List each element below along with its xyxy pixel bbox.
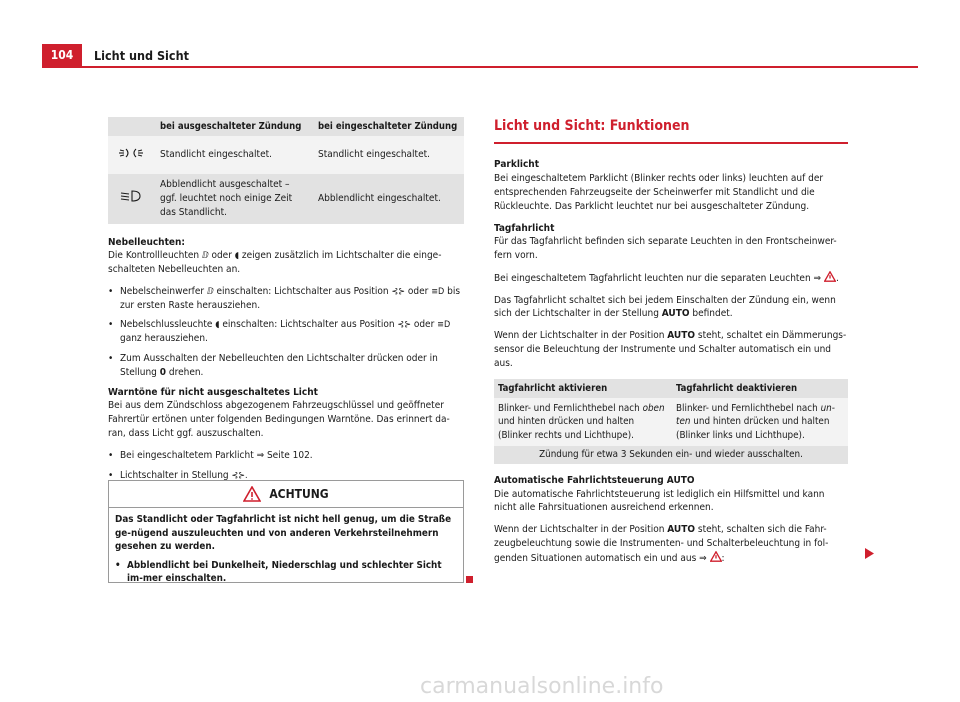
text: Lichtschalter in Stellung (120, 469, 229, 481)
header-divider (42, 66, 918, 68)
warning-box (108, 480, 464, 583)
low-beam-icon: ≡D (431, 286, 445, 297)
parking-light-paragraph: Bei eingeschaltetem Parklicht (Blinker rechts oder links) leuchten auf der entsprechenden Fahrzeugseite der Scheinwerfer mit Standlicht und die Rückleuchte. Das Parklicht leuchtet nur bei ausgeschalteter Zündung. (494, 173, 824, 212)
table-header-row (494, 379, 848, 398)
auto-symbol: AUTO (667, 524, 696, 536)
warning-body (109, 508, 463, 597)
table-cell (494, 398, 672, 447)
low-beam-icon: ≡D (437, 320, 451, 331)
switch-position-zero: 0 (159, 366, 167, 378)
list-item-text (120, 285, 464, 313)
warning-triangle-icon (824, 271, 836, 282)
parking-light-icon: ⊰⊱ (397, 320, 411, 331)
table-header-activate: Tagfahrlicht aktivieren (494, 379, 672, 398)
left-column (108, 117, 464, 488)
auto-light-paragraph: Die automatische Fahrlichtsteuerung ist lediglich ein Hilfsmittel und kann nicht alle Fahrsituationen ausreichend erkennen. (494, 488, 825, 514)
warning-triangle-icon (710, 551, 722, 562)
list-item (115, 559, 457, 586)
list-item (108, 318, 464, 346)
table-header-icon (108, 117, 154, 136)
section-divider (494, 142, 848, 144)
light-status-table (108, 117, 464, 224)
text: Automatische Fahrlichtsteuerung (494, 474, 664, 486)
text: oder (211, 250, 232, 262)
text: Wenn der Lichtschalter in der Position (494, 330, 665, 342)
list-item (108, 285, 464, 313)
text: oder (413, 319, 435, 331)
table-cell: Standlicht eingeschaltet. (312, 136, 464, 174)
parking-light-icon (108, 136, 154, 174)
text: Das Tagfahrlicht schaltet sich bei jedem Einschalten der Zündung ein, wenn sich der Lichtschalter in der Stellung (494, 294, 836, 320)
rear-fog-light-icon: ◖ (234, 251, 240, 262)
section-title: Licht und Sicht: Funktionen (494, 118, 690, 134)
text: einschalten: Lichtschalter aus Position (216, 285, 389, 297)
auto-symbol: AUTO (667, 330, 696, 342)
daytime-light-table (494, 379, 848, 464)
list-item-text (120, 352, 464, 380)
text: oder (407, 285, 429, 297)
auto-light-heading (494, 474, 848, 488)
text: Zum Ausschalten der Nebelleuchten den Lichtschalter drücken oder in Stellung (120, 353, 438, 378)
text: Blinker- und Fernlichthebel nach (676, 402, 818, 414)
list-item (108, 352, 464, 380)
text: Nebelscheinwerfer (120, 285, 205, 297)
section-end-marker (466, 576, 473, 583)
table-cell: Abblendlicht eingeschaltet. (312, 174, 464, 223)
text-emphasis: un-ten (676, 402, 835, 428)
list-item-text (120, 318, 464, 346)
table-header-row (108, 117, 464, 136)
fog-lights-heading: Nebelleuchten: (108, 236, 185, 248)
text: drehen. (168, 366, 204, 378)
table-cell: Standlicht eingeschaltet. (154, 136, 312, 174)
daytime-light-paragraph (494, 329, 848, 370)
table-header-ignition-on: bei eingeschalteter Zündung (312, 117, 464, 136)
parking-light-heading: Parklicht (494, 159, 540, 171)
table-header-deactivate: Tagfahrlicht deaktivieren (672, 379, 848, 398)
parking-light-icon: ⊰⊱. (231, 470, 248, 481)
table-row (108, 136, 464, 174)
text: befindet. (692, 308, 733, 320)
text: Wenn der Lichtschalter in der Position (494, 524, 665, 536)
text: Die Kontrollleuchten (108, 250, 200, 262)
right-column (494, 117, 848, 574)
text: Bei eingeschaltetem Tagfahrlicht leuchten nur die separaten Leuchten ⇒ (494, 272, 822, 284)
warning-triangle-icon (243, 486, 261, 502)
table-cell: Abblendlicht ausgeschaltet – ggf. leuchtet noch einige Zeit das Standlicht. (154, 174, 312, 223)
table-footer-cell: Zündung für etwa 3 Sekunden ein- und wieder ausschalten. (494, 446, 848, 464)
table-row (494, 446, 848, 464)
auto-symbol: AUTO (661, 308, 690, 320)
list-item-text: Bei eingeschaltetem Parklicht ⇒ Seite 102. (120, 449, 313, 461)
auto-light-paragraph: Wenn der Lichtschalter in der Position AUTO steht, schalten sich die Fahr-zeugbeleuchtung sowie die Instrumenten- und Schalterbeleuchtung in fol-genden Situationen automatisch ein und aus ⇒ : (494, 524, 829, 564)
table-header-ignition-off: bei ausgeschalteter Zündung (154, 117, 312, 136)
page-number: 104 (42, 44, 82, 66)
auto-symbol: AUTO (666, 474, 695, 486)
bullet-icon: • (108, 353, 114, 365)
text: steht, schaltet ein Dämmerungs-sensor die Beleuchtung der Instrumente und Schalter automatisch ein und aus. (494, 330, 847, 369)
page-title: Licht und Sicht (94, 48, 189, 63)
warning-tones-heading: Warntöne für nicht ausgeschaltetes Licht (108, 386, 318, 398)
text: Nebelschlussleuchte (120, 319, 213, 331)
warning-tones-paragraph: Bei aus dem Zündschloss abgezogenem Fahrzeugschlüssel und geöffneter Fahrertür ertönen unter folgenden Bedingungen Warntöne. Das erinnert da-ran, dass Licht ggf. auszuschalten. (108, 400, 450, 440)
bullet-icon: • (108, 319, 114, 331)
text: und hinten drücken und halten (Blinker links und Lichthupe). (676, 416, 830, 441)
fog-light-icon: ⅅ (201, 251, 209, 262)
list-item (108, 449, 464, 463)
text-emphasis: oben (642, 402, 665, 414)
daytime-light-paragraph: Bei eingeschaltetem Tagfahrlicht leuchten nur die separaten Leuchten ⇒ . (494, 272, 839, 284)
table-row (108, 174, 464, 223)
text: ganz herausziehen. (120, 333, 208, 345)
low-beam-icon (108, 174, 154, 223)
bullet-icon: • (108, 449, 114, 461)
bullet-icon: • (115, 559, 121, 571)
daytime-light-paragraph (494, 294, 848, 322)
rear-fog-light-icon: ◖ (215, 320, 220, 331)
parking-light-icon: ⊰⊱ (391, 286, 406, 297)
list-item-text: Abblendlicht bei Dunkelheit, Niederschlag und schlechter Sicht im-mer einschalten. (127, 559, 442, 585)
bullet-icon: • (108, 469, 114, 481)
text: steht, schalten sich die Fahr-zeugbeleuchtung sowie die Instrumenten- und Schalterbeleuchtung in fol-genden Situationen automatisch ein und aus ⇒ (494, 524, 829, 564)
daytime-light-heading: Tagfahrlicht (494, 222, 555, 234)
warning-title: ACHTUNG (269, 486, 329, 501)
fog-lights-paragraph (108, 249, 464, 277)
fog-light-icon: ⅅ (206, 286, 214, 297)
bullet-icon: • (108, 285, 114, 297)
warning-header (109, 481, 463, 508)
warning-paragraph: Das Standlicht oder Tagfahrlicht ist nicht hell genug, um die Straße ge-nügend auszuleuchten und von anderen Verkehrsteilnehmern gesehen zu werden. (115, 514, 452, 553)
text: und hinten drücken und halten (Blinker rechts und Lichthupe). (498, 416, 635, 441)
text: zeigen zusätzlich im Lichtschalter die einge-schalteten Nebelleuchten an. (108, 250, 442, 276)
continue-arrow-icon (864, 548, 874, 559)
text: Blinker- und Fernlichthebel nach (498, 402, 640, 414)
text: einschalten: Lichtschalter aus Position (222, 319, 395, 331)
daytime-light-paragraph: Für das Tagfahrlicht befinden sich separate Leuchten in den Frontscheinwer-fern vorn. (494, 236, 837, 262)
table-row (494, 398, 848, 447)
table-cell (672, 398, 848, 447)
watermark: carmanualsonline.info (420, 674, 664, 699)
text: bis zur ersten Raste herausziehen. (120, 285, 461, 311)
